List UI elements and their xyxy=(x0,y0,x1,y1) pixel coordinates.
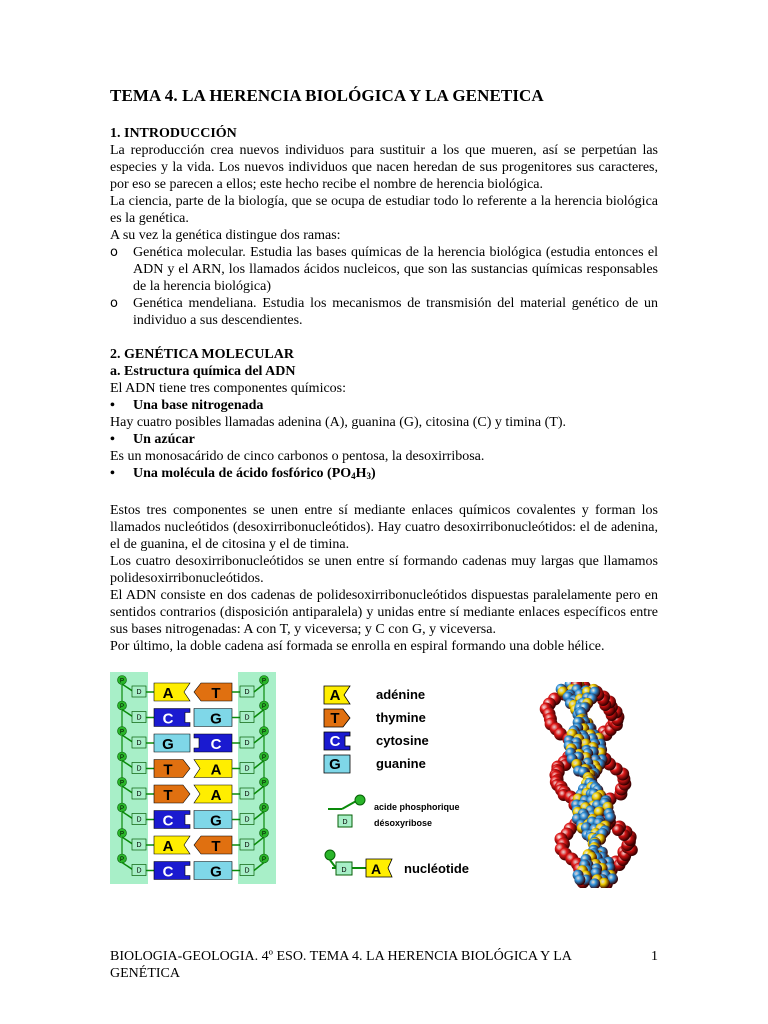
double-helix-model xyxy=(520,682,645,888)
legend-letter: G xyxy=(329,756,341,773)
svg-text:D: D xyxy=(244,714,250,722)
svg-text:D: D xyxy=(244,816,250,824)
base-letter: C xyxy=(162,710,174,728)
svg-text:D: D xyxy=(341,867,347,874)
svg-text:D: D xyxy=(136,740,142,747)
svg-text:P: P xyxy=(119,780,125,787)
base-letter: G xyxy=(210,710,222,728)
base-letter: A xyxy=(162,838,174,855)
base-letter: T xyxy=(211,685,221,702)
bullet-dot-icon: • xyxy=(110,432,115,447)
svg-text:D: D xyxy=(136,816,142,824)
base-letter: A xyxy=(162,685,174,702)
list-item xyxy=(110,465,658,485)
nucleotide-letter: A xyxy=(370,861,382,877)
paragraph: A su vez la genética distingue dos ramas: xyxy=(110,228,341,243)
svg-text:P: P xyxy=(119,857,125,863)
base-letter: G xyxy=(162,736,174,753)
list-item xyxy=(110,244,658,295)
base-legend xyxy=(322,684,502,884)
bullet-dot-icon: • xyxy=(110,466,115,481)
list-item-text: Una base nitrogenada xyxy=(133,398,264,413)
svg-text:P: P xyxy=(261,806,267,812)
svg-text:P: P xyxy=(261,678,267,685)
page-footer xyxy=(110,948,658,982)
svg-text:P: P xyxy=(119,755,125,761)
svg-text:D: D xyxy=(136,867,142,875)
page-title: TEMA 4. LA HERENCIA BIOLÓGICA Y LA GENETICA xyxy=(110,86,544,105)
legend-letter: T xyxy=(330,710,340,727)
base-letter: T xyxy=(163,787,173,804)
base-letter: A xyxy=(210,761,222,779)
section-heading-intro: 1. INTRODUCCIÓN xyxy=(110,126,237,141)
base-letter: G xyxy=(210,812,222,830)
legend-label: guanine xyxy=(376,756,426,771)
base-letter: T xyxy=(163,761,173,779)
list-item-text: Una molécula de ácido fosfórico $(PO_4H_3)$ xyxy=(133,466,376,481)
footer-text: BIOLOGIA-GEOLOGIA. 4º ESO. TEMA 4. LA HERENCIA BIOLÓGICA Y LA GENÉTICA xyxy=(110,949,572,981)
document-body xyxy=(110,125,658,655)
paragraph: Es un monosacárido de cinco carbonos o pentosa, la desoxirribosa. xyxy=(110,449,485,464)
legend-letter: A xyxy=(329,687,341,704)
bullet-marker: o xyxy=(110,296,118,311)
nucleotide-label: nucléotide xyxy=(404,861,470,876)
base-letter: G xyxy=(210,863,222,881)
list-item-text: Un azúcar xyxy=(133,432,195,447)
legend-label: thymine xyxy=(376,710,426,725)
svg-text:P: P xyxy=(261,729,267,736)
svg-text:P: P xyxy=(119,678,125,685)
paragraph: El ADN tiene tres componentes químicos: xyxy=(110,381,347,396)
svg-text:P: P xyxy=(261,755,267,761)
legend-letter: C xyxy=(329,733,341,750)
base-letter: C xyxy=(162,863,174,881)
bullet-dot-icon: • xyxy=(110,398,115,413)
svg-text:P: P xyxy=(261,780,267,787)
svg-text:D: D xyxy=(136,842,142,849)
svg-text:P: P xyxy=(119,806,125,812)
svg-text:P: P xyxy=(119,831,125,838)
sugar-label: désoxyribose xyxy=(374,818,433,828)
base-letter: C xyxy=(162,812,174,830)
svg-text:P: P xyxy=(261,704,267,710)
paragraph: Los cuatro desoxirribonucleótidos se unen entre sí formando cadenas muy largas que llamamos polidesoxirribonucleótidos. xyxy=(110,554,658,586)
paragraph: Hay cuatro posibles llamadas adenina (A), guanina (G), citosina (C) y timina (T). xyxy=(110,415,567,430)
paragraph: La ciencia, parte de la biología, que se ocupa de estudiar todo lo referente a la herencia biológica es la genética. xyxy=(110,194,658,226)
base-letter: A xyxy=(210,787,222,804)
section-heading-genetica: 2. GENÉTICA MOLECULAR xyxy=(110,347,294,362)
list-item xyxy=(110,431,658,448)
legend-label: adénine xyxy=(376,687,426,702)
subsection-heading: a. Estructura química del ADN xyxy=(110,364,296,379)
page-number: 1 xyxy=(651,949,658,964)
phosphate-icon xyxy=(325,850,335,860)
list-item xyxy=(110,397,658,414)
phosphate-label: acide phosphorique xyxy=(374,802,460,812)
list-item-text: Genética mendeliana. Estudia los mecanismos de transmisión del material genético de un individuo a sus descendientes. xyxy=(133,296,658,328)
svg-text:D: D xyxy=(136,689,142,696)
svg-text:P: P xyxy=(119,729,125,736)
svg-text:D: D xyxy=(342,819,348,826)
svg-text:D: D xyxy=(244,867,250,875)
svg-text:D: D xyxy=(244,740,250,747)
legend-label: cytosine xyxy=(376,733,429,748)
svg-text:D: D xyxy=(244,791,250,798)
list-item xyxy=(110,295,658,329)
svg-text:D: D xyxy=(136,714,142,722)
base-letter: C xyxy=(210,736,222,753)
svg-text:D: D xyxy=(244,689,250,696)
paragraph: El ADN consiste en dos cadenas de polidesoxirribonucleótidos dispuestas paralelamente pero en sentidos contrarios (disposición antiparalela) y unidas entre sí mediante enlaces específicos entre sus bases nitrogenadas: A con T, y viceversa; y C con G, y viceversa. xyxy=(110,588,658,637)
paragraph: Estos tres componentes se unen entre sí mediante enlaces químicos covalentes y forman los llamados nucleótidos (desoxirribonucleótidos). Hay cuatro desoxirribonucleótidos: el de adenina, el de guanina, el de citosina y el de timina. xyxy=(110,503,658,552)
paragraph: Por último, la doble cadena así formada se enrolla en espiral formando una doble hélice. xyxy=(110,639,605,654)
svg-text:P: P xyxy=(119,704,125,710)
phosphate-icon xyxy=(355,795,365,805)
svg-text:P: P xyxy=(261,831,267,838)
base-letter: T xyxy=(211,838,221,855)
svg-text:D: D xyxy=(244,765,250,773)
legend-svg xyxy=(322,684,502,884)
svg-text:D: D xyxy=(136,791,142,798)
bullet-marker: o xyxy=(110,245,118,260)
list-item-text: Genética molecular. Estudia las bases químicas de la herencia biológica (estudia entonces el ADN y el ARN, los llamados ácidos nucleicos, que son las sustancias químicas responsables de la herencia biológica) xyxy=(133,245,658,294)
svg-text:D: D xyxy=(244,842,250,849)
svg-text:D: D xyxy=(136,765,142,773)
dna-ladder-diagram xyxy=(110,672,276,884)
paragraph: La reproducción crea nuevos individuos para sustituir a los que mueren, así se perpetúan las especies y la vida. Los nuevos individuos que nacen heredan de sus progenitores sus caracteres, por eso se parecen a ellos; este hecho recibe el nombre de herencia biológica. xyxy=(110,143,658,192)
svg-text:P: P xyxy=(261,857,267,863)
